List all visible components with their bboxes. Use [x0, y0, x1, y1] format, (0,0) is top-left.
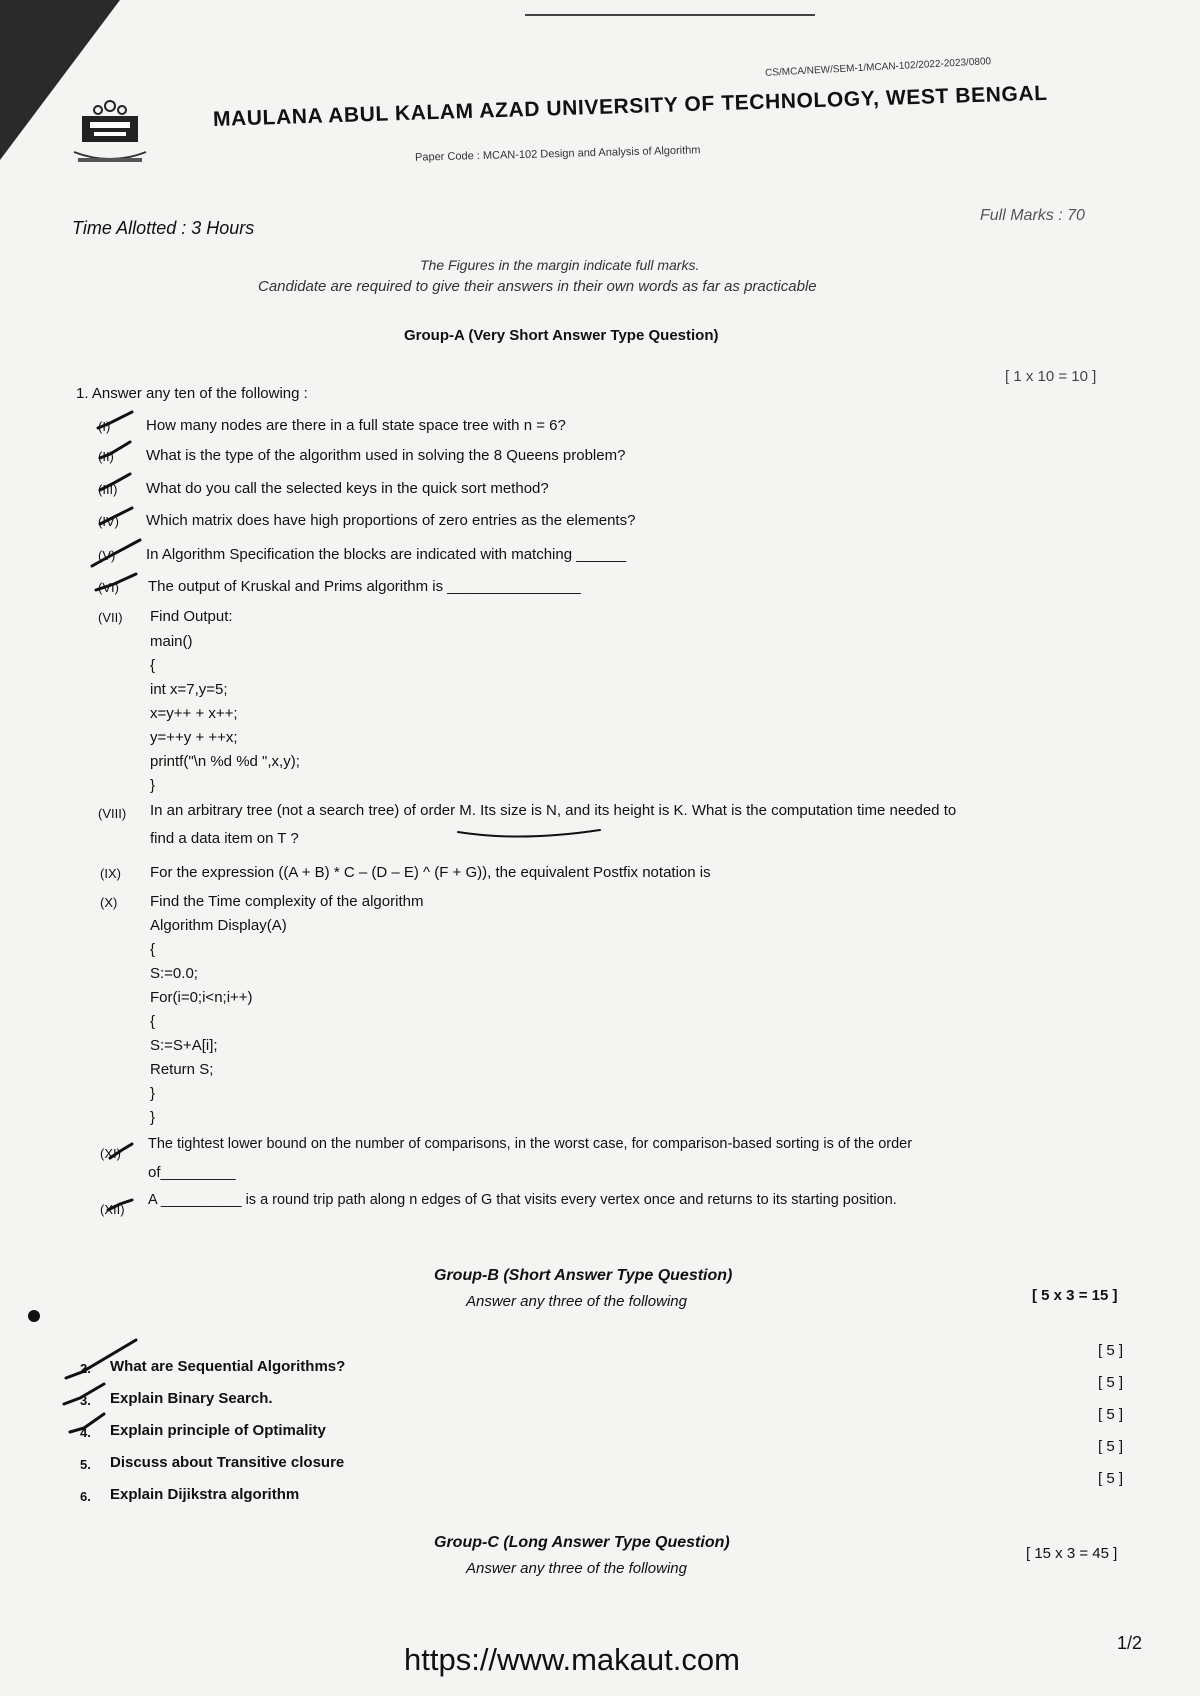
- code-line: {: [150, 657, 156, 674]
- question-number: (IV): [98, 514, 119, 529]
- paper-code: Paper Code : MCAN-102 Design and Analysis of Algorithm: [414, 144, 701, 164]
- question-number: (XII): [100, 1202, 125, 1217]
- group-b-title: Group-B (Short Answer Type Question): [434, 1267, 733, 1284]
- question-text: What are Sequential Algorithms?: [110, 1358, 346, 1375]
- question-number: (VIII): [98, 806, 127, 821]
- group-c-title: Group-C (Long Answer Type Question): [434, 1534, 730, 1551]
- group-b-subtitle: Answer any three of the following: [466, 1293, 687, 1310]
- question-number: 4.: [80, 1425, 91, 1440]
- code-line: }: [150, 1085, 156, 1102]
- question-number: (II): [98, 449, 114, 464]
- question-number: (V): [98, 548, 116, 563]
- group-b-marks: [ 5 x 3 = 15 ]: [1032, 1287, 1118, 1304]
- question-marks: [ 5 ]: [1098, 1342, 1124, 1359]
- code-line: S:=0.0;: [150, 965, 198, 982]
- question-text: Find Output:: [150, 608, 233, 625]
- tick-mark-icon: [92, 540, 140, 566]
- question-number: (I): [98, 419, 111, 434]
- question-marks: [ 5 ]: [1098, 1406, 1124, 1423]
- code-line: {: [150, 1013, 156, 1030]
- tick-mark-icon: [70, 1414, 104, 1432]
- question-number: (XI): [100, 1146, 121, 1161]
- code-line: }: [150, 1109, 156, 1126]
- question-text: Explain Binary Search.: [110, 1390, 273, 1407]
- question-number: 5.: [80, 1457, 91, 1472]
- question-number: (X): [100, 895, 118, 910]
- question-marks: [ 5 ]: [1098, 1438, 1124, 1455]
- question-text: Discuss about Transitive closure: [110, 1454, 345, 1471]
- underline-mark: [458, 830, 600, 837]
- tick-mark-icon: [100, 442, 130, 458]
- question-number: 6.: [80, 1489, 91, 1504]
- question-text: Explain Dijikstra algorithm: [110, 1486, 300, 1503]
- question-text-continued: of_________: [148, 1164, 236, 1181]
- question-text: Which matrix does have high proportions of zero entries as the elements?: [146, 512, 636, 529]
- serial-number: CS/MCA/NEW/SEM-1/MCAN-102/2022-2023/0800: [764, 56, 992, 79]
- question-text: Explain principle of Optimality: [110, 1422, 326, 1439]
- code-line: Return S;: [150, 1061, 214, 1078]
- question-number: (VI): [98, 580, 119, 595]
- code-line: {: [150, 941, 156, 958]
- tick-mark-icon: [110, 1144, 132, 1158]
- question-text: What is the type of the algorithm used in solving the 8 Queens problem?: [146, 447, 626, 464]
- question-text: A __________ is a round trip path along n edges of G that visits every vertex once and returns to its starting position.: [148, 1192, 897, 1208]
- question-text: The tightest lower bound on the number of comparisons, in the worst case, for comparison-based sorting is of the order: [148, 1136, 913, 1152]
- tick-mark-icon: [98, 412, 132, 428]
- question-number: (III): [98, 482, 118, 497]
- tick-mark-icon: [108, 1200, 132, 1210]
- code-line: y=++y + ++x;: [150, 729, 238, 746]
- group-c-subtitle: Answer any three of the following: [466, 1560, 687, 1577]
- tick-mark-icon: [100, 508, 132, 524]
- question-number: 2.: [80, 1361, 91, 1376]
- group-c-marks: [ 15 x 3 = 45 ]: [1026, 1545, 1118, 1562]
- group-a-marks: [ 1 x 10 = 10 ]: [1005, 368, 1097, 385]
- tick-mark-icon: [100, 474, 130, 490]
- page-number: 1/2: [1117, 1633, 1143, 1653]
- time-allotted: Time Allotted : 3 Hours: [72, 218, 255, 238]
- code-line: S:=S+A[i];: [150, 1037, 218, 1054]
- question-marks: [ 5 ]: [1098, 1470, 1124, 1487]
- question-text: In an arbitrary tree (not a search tree) of order M. Its size is N, and its height is K. What is the computation time needed to: [150, 802, 957, 819]
- tick-mark-icon: [66, 1340, 136, 1378]
- code-line: }: [150, 777, 156, 794]
- group-a-title: Group-A (Very Short Answer Type Question): [404, 327, 719, 344]
- code-line: int x=7,y=5;: [150, 681, 228, 698]
- code-line: printf("\n %d %d ",x,y);: [150, 753, 300, 770]
- question-text: Find the Time complexity of the algorithm: [150, 893, 424, 910]
- question-text: The output of Kruskal and Prims algorithm is ________________: [148, 578, 581, 595]
- code-line: x=y++ + x++;: [150, 705, 238, 722]
- instruction-note-1: The Figures in the margin indicate full marks.: [420, 257, 700, 273]
- code-line: Algorithm Display(A): [150, 917, 287, 934]
- question-text: How many nodes are there in a full state space tree with n = 6?: [146, 417, 566, 434]
- instruction-note-2: Candidate are required to give their answers in their own words as far as practicable: [258, 278, 817, 295]
- question-number: (VII): [98, 610, 123, 625]
- university-name: MAULANA ABUL KALAM AZAD UNIVERSITY OF TECHNOLOGY, WEST BENGAL: [212, 81, 1048, 131]
- question-text: What do you call the selected keys in the quick sort method?: [146, 480, 549, 497]
- question-text: In Algorithm Specification the blocks are indicated with matching ______: [146, 546, 627, 563]
- question-number: 3.: [80, 1393, 91, 1408]
- question-marks: [ 5 ]: [1098, 1374, 1124, 1391]
- footer-url: https://www.makaut.com: [404, 1642, 740, 1677]
- tick-mark-icon: [64, 1384, 104, 1404]
- question-text-continued: find a data item on T ?: [150, 830, 299, 847]
- full-marks: Full Marks : 70: [980, 207, 1085, 224]
- question-number: (IX): [100, 866, 121, 881]
- question-text: For the expression ((A + B) * C – (D – E) ^ (F + G)), the equivalent Postfix notation is: [150, 864, 711, 881]
- code-line: main(): [150, 633, 193, 650]
- group-a-instruction: 1. Answer any ten of the following :: [76, 385, 308, 402]
- code-line: For(i=0;i<n;i++): [150, 989, 253, 1006]
- tick-mark-icon: [96, 574, 136, 590]
